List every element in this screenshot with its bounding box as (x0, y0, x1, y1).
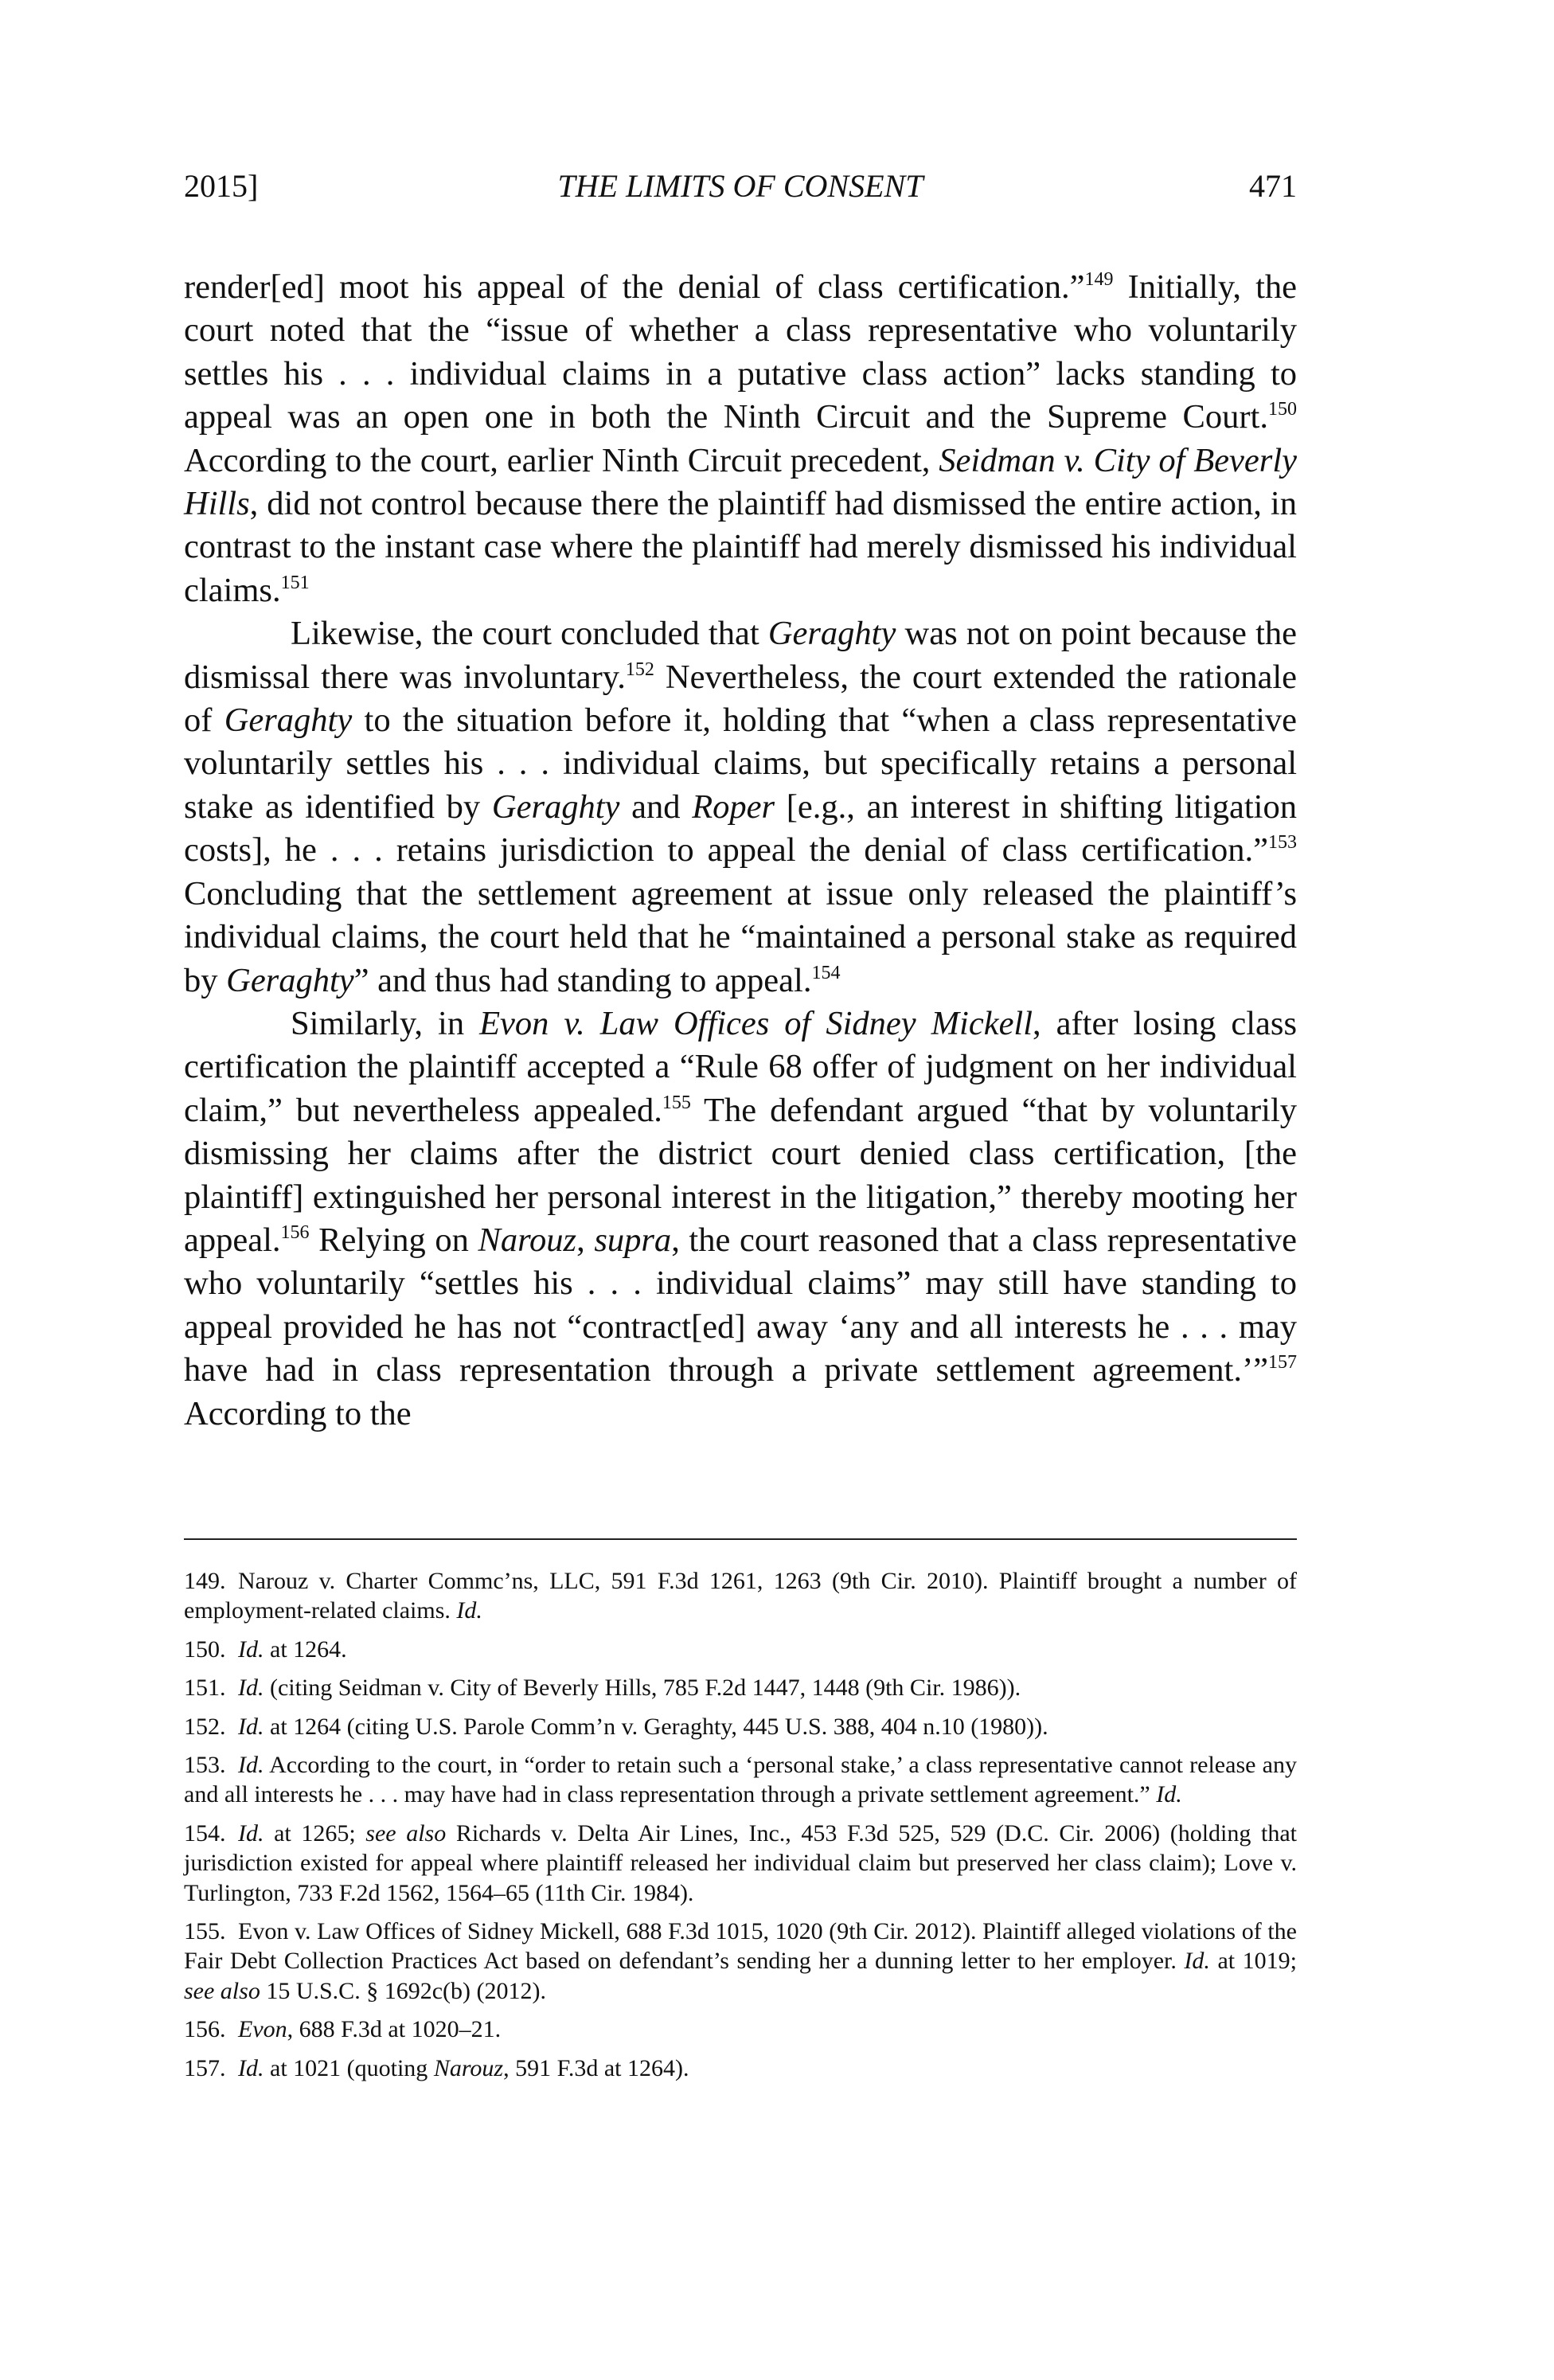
footnote (184, 1819, 1297, 1908)
text-run: According to the (184, 1394, 412, 1432)
text-run: at 1264 (citing U.S. Parole Comm’n v. Geraghty, 445 U.S. 388, 404 n.10 (1980)). (264, 1713, 1048, 1740)
text-run: was not on point because the dismissal there was involuntary. (184, 615, 1297, 696)
footnote-ref: 153 (1268, 832, 1297, 854)
footnote-ref: 154 (811, 962, 841, 983)
text-run: (citing Seidman v. City of Beverly Hills, 785 F.2d 1447, 1448 (9th Cir. 1986)). (264, 1675, 1021, 1702)
footnote (184, 2015, 1297, 2044)
text-run: Nevertheless, the court extended the rationale of (184, 658, 1297, 740)
footnote-ref: 149 (1084, 269, 1114, 290)
text-run: at 1021 (quoting (264, 2054, 434, 2081)
text-run: According to the court, earlier Ninth Circuit precedent, (184, 441, 939, 479)
running-header (184, 167, 1297, 215)
running-title: THE LIMITS OF CONSENT (557, 168, 923, 204)
italic-text: Id. (1184, 1948, 1210, 1975)
italic-text: Id. (238, 1636, 264, 1663)
text-run: Initially, the court noted that the “issue of whether a class representative who voluntarily settles his . . . individual claims in a putative class action” lacks standing to appeal was an open one in both the Ninth Circuit and the Supreme Court. (184, 268, 1297, 436)
italic-text: see also (365, 1819, 447, 1847)
italic-text: Id. (238, 2054, 264, 2081)
text-run: at 1265; (264, 1819, 366, 1847)
italic-text: Narouz (433, 2054, 504, 2081)
italic-text: Id. (456, 1597, 482, 1624)
text-run: , (576, 1221, 595, 1259)
italic-text: Id. (238, 1675, 264, 1702)
text-run: and (619, 787, 693, 826)
footnote-ref: 152 (625, 659, 654, 680)
footnote-number: 156. (184, 2016, 226, 2043)
text-run: render[ed] moot his appeal of the denial of class certification.” (184, 268, 1085, 306)
italic-text: see also (184, 1977, 260, 2004)
text-run: Relying on (309, 1221, 478, 1259)
footnote-number: 153. (184, 1752, 226, 1779)
footnote-number: 157. (184, 2054, 226, 2081)
text-run: According to the court, in “order to retain such a ‘personal stake,’ a class representative cannot release any and all interests he . . . may have had in class representation through a private settlement agreement.” (184, 1752, 1297, 1808)
italic-text: Seidman v. City of Beverly Hills (184, 441, 1297, 523)
text-run: Narouz v. Charter Commc’ns, LLC, 591 F.3d 1261, 1263 (9th Cir. 2010). Plaintiff brought a number of employment-related claims. (184, 1568, 1297, 1624)
italic-text: Id. (238, 1752, 264, 1779)
italic-text: Evon v. Law Offices of Sidney Mickell (479, 1004, 1033, 1042)
footnote (184, 1750, 1297, 1810)
text-run: , 688 F.3d at 1020–21. (287, 2016, 502, 2043)
footnote-number: 149. (184, 1568, 226, 1594)
footnote (184, 1566, 1297, 1626)
italic-text: Id. (238, 1819, 264, 1847)
footnote-ref: 151 (280, 572, 310, 593)
footnote-number: 155. (184, 1918, 226, 1945)
footnote-number: 154. (184, 1819, 226, 1847)
text-run: 15 U.S.C. § 1692c(b) (2012). (260, 1977, 546, 2004)
text-run: ” and thus had standing to appeal. (353, 961, 812, 999)
footnote (184, 1917, 1297, 2006)
italic-text: Id. (238, 1713, 264, 1740)
text-run: , the court reasoned that a class representative who voluntarily “settles his . . . individual claims” may still have standing to appeal provided he has not “contract[ed] away ‘any and all interests he . . . may have had in class representation through a private settlement agreement.’” (184, 1221, 1297, 1389)
italic-text: supra (594, 1221, 672, 1259)
footnote-ref: 156 (280, 1221, 310, 1243)
footnote-divider (184, 1538, 1297, 1540)
italic-text: Geraghty (224, 701, 353, 740)
italic-text: Geraghty (491, 787, 620, 826)
main-text (184, 266, 1297, 1436)
text-run: at 1264. (264, 1636, 347, 1663)
text-run: , 591 F.3d at 1264). (503, 2054, 689, 2081)
footnote-ref: 155 (662, 1092, 691, 1113)
text-run: Similarly, in (291, 1004, 480, 1042)
footnote-number: 151. (184, 1675, 226, 1702)
volume-year: 2015] (184, 168, 259, 204)
footnote (184, 1635, 1297, 1664)
footnote-number: 150. (184, 1636, 226, 1663)
text-run: The defendant argued “that by voluntarily dismissing her claims after the district court denied class certification, [the plaintiff] extinguished her personal interest in the litigation,” thereby mooting her appeal. (184, 1091, 1298, 1259)
text-run: to the situation before it, holding that “when a class representative voluntarily settles his . . . individual claims, but specifically retains a personal stake as identified by (184, 701, 1297, 826)
footnotes (184, 1566, 1297, 2092)
text-run: at 1019; (1209, 1948, 1297, 1975)
page-number: 471 (1249, 168, 1297, 204)
italic-text: Roper (692, 787, 775, 826)
text-run: [e.g., an interest in shifting litigation costs], he . . . retains jurisdiction to appeal the denial of class certification.” (184, 787, 1297, 870)
footnote-number: 152. (184, 1713, 226, 1740)
text-run: Evon v. Law Offices of Sidney Mickell, 688 F.3d 1015, 1020 (9th Cir. 2012). Plaintiff alleged violations of the Fair Debt Collection Practices Act based on defendant’s sending her a dunning letter to her employer. (184, 1918, 1297, 1975)
italic-text: Id. (1156, 1781, 1182, 1808)
paragraph (184, 612, 1297, 1002)
footnote-ref: 150 (1268, 399, 1297, 420)
text-run: Likewise, the court concluded that (291, 615, 768, 653)
text-run: , did not control because there the plaintiff had dismissed the entire action, in contrast to the instant case where the plaintiff had merely dismissed his individual claims. (184, 485, 1297, 609)
italic-text: Geraghty (226, 961, 354, 999)
italic-text: Narouz (478, 1221, 577, 1259)
paragraph (184, 266, 1297, 612)
footnote (184, 2054, 1297, 2083)
footnote (184, 1712, 1297, 1741)
italic-text: Geraghty (767, 615, 896, 653)
text-run: Concluding that the settlement agreement at issue only released the plaintiff’s individual claims, the court held that he “maintained a personal stake as required by (184, 874, 1297, 999)
footnote-ref: 157 (1268, 1352, 1297, 1374)
footnote (184, 1673, 1297, 1702)
text-run: , after losing class certification the plaintiff accepted a “Rule 68 offer of judgment on her individual claim,” but nevertheless appealed. (184, 1004, 1297, 1129)
paragraph (184, 1002, 1297, 1436)
italic-text: Evon (238, 2016, 287, 2043)
text-run: Richards v. Delta Air Lines, Inc., 453 F.3d 525, 529 (D.C. Cir. 2006) (holding that jurisdiction existed for appeal where plaintiff released her individual claim but preserved her class claim); Love v. Turlington, 733 F.2d 1562, 1564–65 (11th Cir. 1984). (184, 1819, 1297, 1906)
